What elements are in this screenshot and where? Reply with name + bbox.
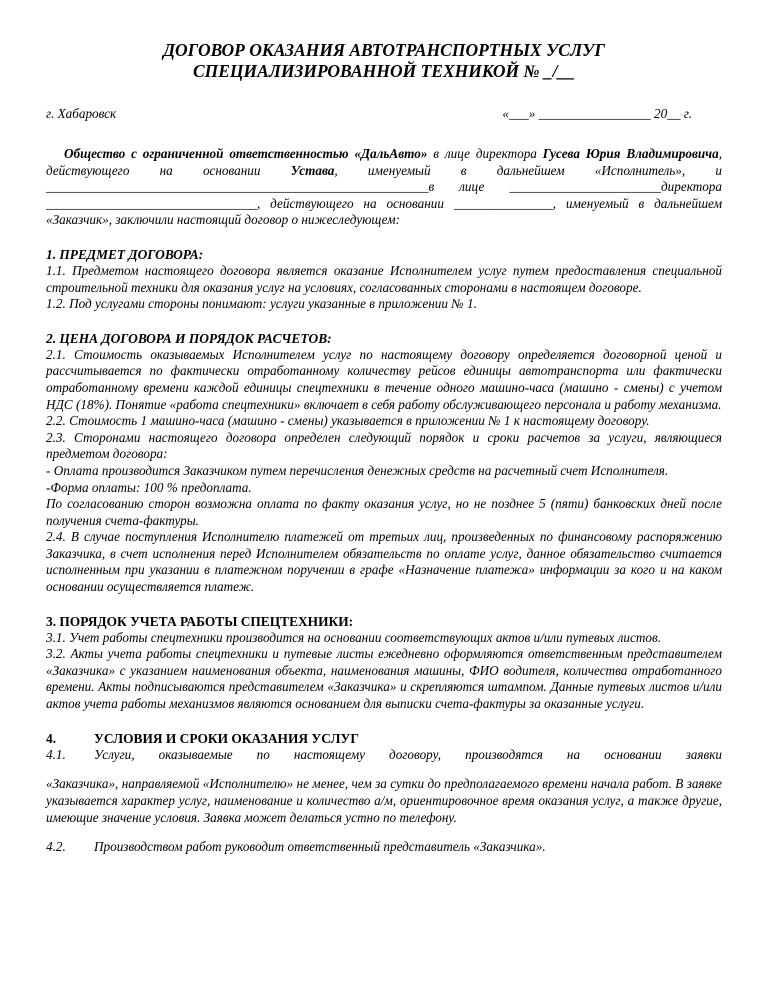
clause-1-2: 1.2. Под услугами стороны понимают: услуги указанные в приложении № 1. (46, 296, 477, 312)
clause-4-2 (46, 839, 722, 856)
section-4-number: 4. (46, 730, 57, 746)
city: г. Хабаровск (46, 106, 117, 121)
section-4-title: УСЛОВИЯ И СРОКИ ОКАЗАНИЯ УСЛУГ (94, 730, 359, 746)
document-title-line-1: ДОГОВОР ОКАЗАНИЯ АВТОТРАНСПОРТНЫХ УСЛУГ (163, 40, 605, 60)
clause-2-3: 2.3. Сторонами настоящего договора определен следующий порядок и сроки расчетов за услуги, являющиеся предметом договора: (46, 429, 722, 462)
clause-4-1-rest: «Заказчика», направляемой «Исполнителю» не менее, чем за сутки до предполагаемого времени начала работ. В заявке указывается характер услуг, наименование и количество а/м, ориентировочное время оказания услуг, а также другие, имеющие значение условия. Заявка может делаться устно по телефону. (46, 776, 722, 825)
clause-1-1: 1.1. Предметом настоящего договора является оказание Исполнителем услуг путем предоставления специальной строительной техники для оказания услуг на условиях, согласованных сторонами в настоящем договоре. (46, 262, 722, 295)
clause-3-1: 3.1. Учет работы спецтехники производится на основании соответствующих актов и/или путевых листов. (46, 629, 662, 645)
clause-4-2-number: 4.2. (46, 839, 66, 855)
intro-in-person: в лице директора (427, 146, 543, 161)
clause-2-1: 2.1. Стоимость оказываемых Исполнителем услуг по настоящему договору определяется договорной ценой и рассчитывается по фактически отработанному количеству рейсов единицы автотранспорта или фактически отработанному времени каждой единицы спецтехники в течение одного машино-часа (машино - смены) с учетом НДС (18%). Понятие «работа спецтехники» включает в себя работу обслуживающего персонала и работу механизма. (46, 346, 722, 412)
clause-2-2: 2.2. Стоимость 1 машино-часа (машино - смены) указывается в приложении № 1 к настоящему договору. (46, 413, 650, 429)
charter: Устава (290, 162, 335, 178)
clause-3-2: 3.2. Акты учета работы спецтехники и путевые листы ежедневно оформляются ответственным представителем «Заказчика» с указанием наименования объекта, наименования машины, ФИО водителя, количества отработанного времени. Акты подписываются представителем «Заказчика» и скрепляются штампом. Данные путевых листов и/или актов учета работы механизмов являются основанием для выписки счета-фактуры за оказанные услуги. (46, 646, 722, 712)
company-name: Общество с ограниченной ответственностью «ДальАвто» (64, 146, 428, 161)
director-name: Гусева Юрия Владимировича (542, 146, 719, 161)
clause-4-1-first-text: Услуги, оказываемые по настоящему договору, производятся на основании заявки (94, 746, 722, 762)
clause-2-4: 2.4. В случае поступления Исполнителю платежей от третьих лиц, произведенных по финансовому распоряжению Заказчика, в счет исполнения перед Исполнителем обязательств по оплате услуг, данное обязательство считается исполненным при указании в платежном поручении в графе «Назначение платежа» информации за кого и на каком основании осуществляется платеж. (46, 529, 722, 595)
intro-rest: , именуемый в дальнейшем «Исполнитель», и __________________________________________________________в лице _______________________директора ________________________________, действующего на основании _______________, именуемый в дальнейшем «Заказчик», заключили настоящий договор о нижеследующем: (46, 162, 722, 228)
section-4-heading (46, 730, 722, 747)
intro-acting: , действующего на основании (46, 146, 722, 178)
intro-paragraph (46, 146, 722, 229)
clause-4-1-number: 4.1. (46, 746, 66, 762)
contract-date: «___» _________________ 20__ г. (502, 106, 692, 121)
section-3-heading: 3. ПОРЯДОК УЧЕТА РАБОТЫ СПЕЦТЕХНИКИ: (46, 613, 354, 629)
contract-page (46, 40, 722, 856)
payment-method: - Оплата производится Заказчиком путем перечисления денежных средств на расчетный счет Исполнителя. (46, 462, 669, 478)
clause-4-2-text: Производством работ руководит ответственный представитель «Заказчика». (94, 839, 546, 855)
payment-form: -Форма оплаты: 100 % предоплата. (46, 479, 252, 495)
section-2-heading: 2. ЦЕНА ДОГОВОРА И ПОРЯДОК РАСЧЕТОВ: (46, 330, 332, 346)
payment-after-service: По согласованию сторон возможна оплата по факту оказания услуг, но не позднее 5 (пяти) банковских дней после получения счета-фактуры. (46, 496, 722, 528)
section-1-heading: 1. ПРЕДМЕТ ДОГОВОРА: (46, 246, 204, 262)
document-title-line-2: СПЕЦИАЛИЗИРОВАННОЙ ТЕХНИКОЙ № _/__ (192, 61, 576, 81)
clause-4-1-first-line (46, 747, 722, 764)
city-date-row (46, 106, 722, 122)
